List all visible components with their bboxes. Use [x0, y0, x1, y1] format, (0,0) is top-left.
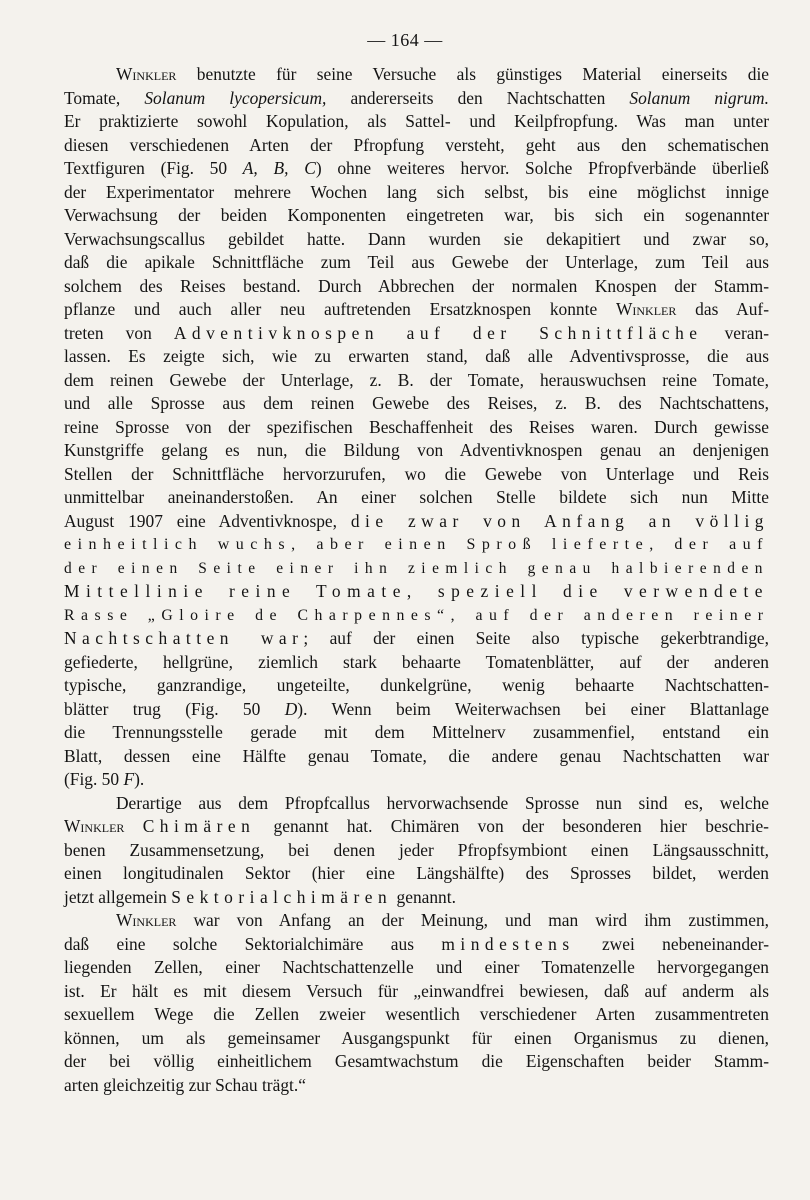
text-line — [64, 815, 769, 839]
text-line: Blatt, dessen eine Hälfte genau Tomate, die andere genau Nachtschatten war — [64, 745, 769, 766]
text-line: ist. Er hält es mit diesem Versuch für „einwandfrei bewiesen, daß auf anderm als — [64, 980, 769, 1001]
text-line: reine Sprosse von der spezifischen Beschaffenheit des Reises waren. Durch gewisse — [64, 416, 769, 437]
text-line: benen Zusammensetzung, bei denen jeder Pfropfsymbiont einen Längsausschnitt, — [64, 839, 769, 860]
line-text: andererseits den Nachtschatten — [326, 87, 630, 108]
figure-reference: F — [123, 769, 135, 789]
spaced-emphasis: Nachtschatten war — [64, 628, 304, 648]
paragraph-2 — [64, 792, 769, 910]
text-line: lassen. Es zeigte sich, wie zu erwarten stand, daß alle Adventivsprosse, die aus — [64, 346, 769, 366]
text-line: Stellen der Schnittfläche hervorzurufen, wo die Gewebe von Unterlage und Reis — [64, 463, 769, 484]
page-number: — 164 — — [367, 30, 443, 50]
species-name: Solanum nigrum. — [629, 87, 769, 108]
text-line-spaced: der einen Seite einer ihn ziemlich genau halbierenden — [64, 559, 769, 577]
figure-reference: A, B, C — [242, 158, 316, 178]
text-line: Kunstgriffe gelang es nun, die Bildung von Adventivknospen genau an denjenigen — [64, 440, 769, 460]
text-line: können, um als gemeinsamer Ausgangspunkt für einen Organismus zu dienen, — [64, 1027, 769, 1048]
text-line: einen longitudinalen Sektor (hier eine Längshälfte) des Sprosses bildet, werden — [64, 863, 769, 883]
line-text: das Auf- — [676, 299, 769, 319]
text-line — [64, 157, 769, 181]
text-line: arten gleichzeitig zur Schau trägt.“ — [64, 1074, 306, 1095]
text-line: solchem des Reises bestand. Durch Abbrechen der normalen Knospen der Stamm- — [64, 275, 769, 296]
text-line: unmittelbar aneinanderstoßen. An einer solchen Stelle bildete sich nun Mitte — [64, 487, 769, 507]
line-text: zwei nebeneinander- — [574, 933, 769, 954]
text-line: Derartige aus dem Pfropfcallus hervorwachsende Sprosse nun sind es, welche — [116, 792, 769, 813]
text-line — [64, 87, 769, 111]
line-text: daß eine solche Sektorialchimäre aus — [64, 933, 442, 954]
line-text: blätter trug (Fig. 50 — [64, 698, 285, 719]
author-name: Winkler — [116, 910, 177, 930]
line-text: Textfiguren (Fig. 50 — [64, 158, 243, 178]
spaced-emphasis: Sektorialchimären — [171, 886, 393, 907]
line-text: ) ohne weiteres hervor. Solche Pfropfverbände überließ — [315, 158, 769, 178]
text-line: typische, ganzrandige, ungeteilte, dunkelgrüne, wenig behaarte Nachtschatten- — [64, 675, 769, 695]
text-line: Er praktizierte sowohl Kopulation, als Sattel- und Keilpfropfung. Was man unter — [64, 111, 769, 131]
line-text: Tomate, — [64, 87, 145, 108]
author-name: Winkler — [116, 64, 177, 84]
line-text: ). — [134, 769, 145, 789]
text-line: Verwachsung der beiden Komponenten eingetreten war, bis sich ein sogenannter — [64, 205, 769, 225]
line-text: ; auf der einen Seite also typische gekerbtrandige, — [303, 628, 770, 648]
text-line: diesen verschiedenen Arten der Pfropfung versteht, geht aus den schematischen — [64, 134, 769, 155]
line-text: genannt. — [392, 886, 456, 907]
text-line: und alle Sprosse aus dem reinen Gewebe des Reises, z. B. des Nachtschattens, — [64, 393, 769, 413]
text-line: die Trennungsstelle gerade mit dem Mittelnerv zusammenfiel, entstand ein — [64, 722, 769, 742]
spaced-emphasis: Chimären — [142, 816, 256, 836]
text-line: Verwachsungscallus gebildet hatte. Dann wurden sie dekapitiert und zwar so, — [64, 228, 769, 249]
line-text: August 1907 eine Adventivknospe, — [64, 510, 351, 531]
text-line: dem reinen Gewebe der Unterlage, z. B. der Tomate, herauswuchsen reine Tomate, — [64, 369, 769, 390]
line-text: treten von — [64, 322, 174, 343]
line-text: (Fig. 50 — [64, 769, 124, 789]
page-body — [64, 63, 769, 1097]
author-name: Winkler — [64, 816, 125, 836]
text-line: der Experimentator mehrere Wochen lang sich selbst, bis eine möglichst innige — [64, 181, 769, 202]
species-name: Solanum lycopersicum, — [144, 87, 327, 108]
line-text: veran- — [702, 322, 769, 343]
text-line — [64, 886, 769, 910]
paragraph-3 — [64, 909, 769, 1097]
text-line — [64, 63, 769, 87]
spaced-emphasis: Adventivknospen auf der Schnittfläche — [173, 322, 703, 343]
text-line — [64, 510, 769, 534]
line-text: war von Anfang an der Meinung, und man wird ihm zustimmen, — [176, 910, 769, 930]
figure-reference: D — [284, 698, 298, 719]
text-line — [64, 298, 769, 322]
paragraph-1 — [64, 63, 769, 792]
line-text — [124, 816, 142, 836]
line-text: ). Wenn beim Weiterwachsen bei einer Blattanlage — [297, 698, 769, 719]
text-line: sexuellem Wege die Zellen zweier wesentlich verschiedener Arten zusammentreten — [64, 1004, 769, 1024]
text-line-spaced: Mittellinie reine Tomate, speziell die verwendete — [64, 581, 769, 601]
line-text: pflanze und auch aller neu auftretenden Ersatzknospen konnte — [64, 299, 616, 319]
line-text: jetzt allgemein — [64, 886, 172, 907]
text-line — [64, 698, 769, 722]
text-line — [64, 768, 769, 792]
text-line — [64, 933, 769, 957]
line-text: genannt hat. Chimären von der besonderen hier beschrie- — [255, 816, 769, 836]
spaced-emphasis: mindestens — [441, 933, 575, 954]
text-line: daß die apikale Schnittfläche zum Teil aus Gewebe der Unterlage, zum Teil aus — [64, 252, 769, 272]
text-line: der bei völlig einheitlichem Gesamtwachstum die Eigenschaften beider Stamm- — [64, 1051, 769, 1071]
spaced-emphasis: die zwar von Anfang an völlig — [350, 510, 769, 531]
text-line — [64, 627, 769, 651]
text-line — [64, 909, 769, 933]
text-line-spaced: Rasse „Gloire de Charpennes“, auf der anderen reiner — [64, 606, 770, 624]
text-line: gefiederte, hellgrüne, ziemlich stark behaarte Tomatenblätter, auf der anderen — [64, 651, 769, 672]
text-line: liegenden Zellen, einer Nachtschattenzelle und einer Tomatenzelle hervorgegangen — [64, 957, 769, 977]
author-name: Winkler — [615, 299, 677, 319]
line-text: benutzte für seine Versuche als günstiges Material einerseits die — [176, 64, 769, 84]
text-line — [64, 322, 769, 346]
text-line-spaced: einheitlich wuchs, aber einen Sproß lieferte, der auf — [64, 536, 769, 553]
